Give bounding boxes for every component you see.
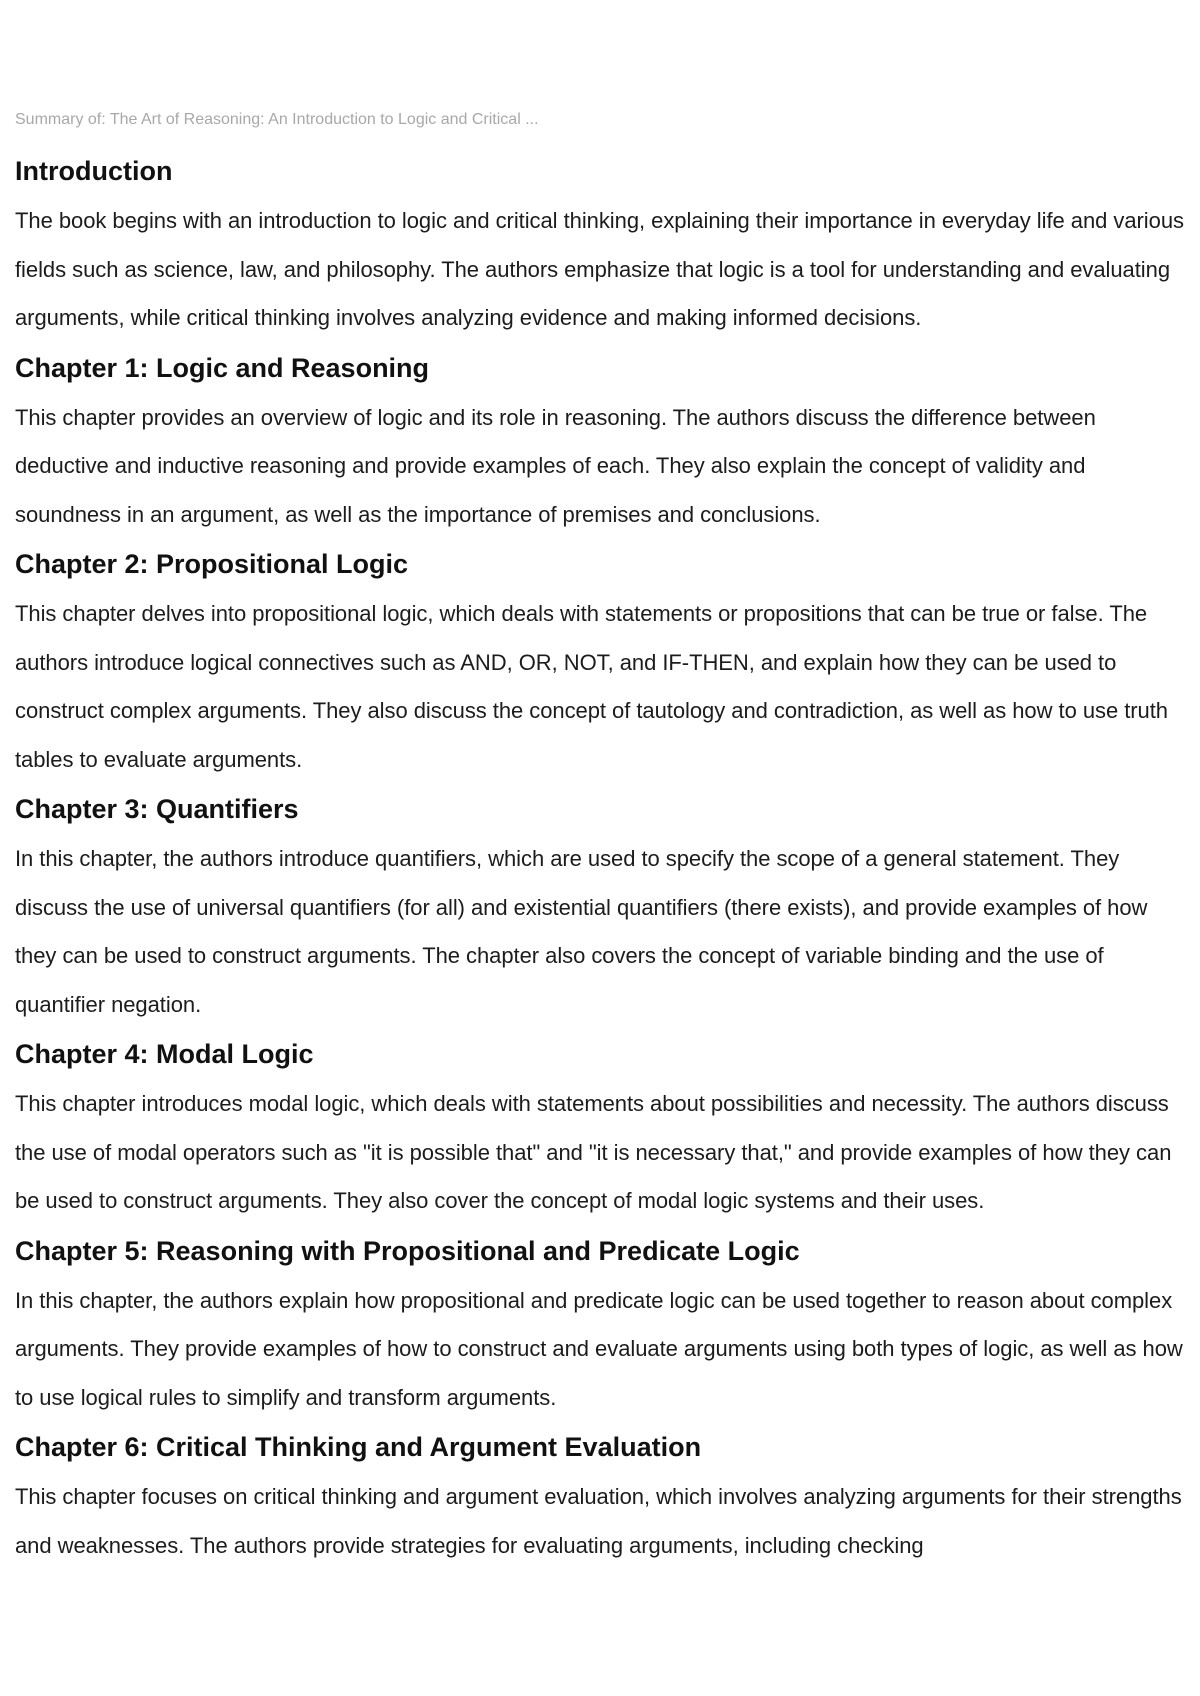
section-chapter-3 bbox=[15, 792, 1187, 1029]
section-introduction bbox=[15, 154, 1187, 343]
section-chapter-2 bbox=[15, 547, 1187, 784]
section-body: This chapter focuses on critical thinking and argument evaluation, which involves analyzing arguments for their strengths and weaknesses. The authors provide strategies for evaluating arguments, including checking bbox=[15, 1484, 1182, 1558]
section-chapter-4 bbox=[15, 1037, 1187, 1226]
document-page bbox=[15, 108, 1187, 1578]
section-body: In this chapter, the authors introduce quantifiers, which are used to specify the scope of a general statement. They discuss the use of universal quantifiers (for all) and existential quantifiers (there exists), and provide examples of how they can be used to construct arguments. The chapter also covers the concept of variable binding and the use of quantifier negation. bbox=[15, 846, 1148, 1017]
section-heading: Chapter 6: Critical Thinking and Argument Evaluation bbox=[15, 1432, 702, 1462]
section-heading: Chapter 2: Propositional Logic bbox=[15, 549, 409, 579]
section-heading: Chapter 3: Quantifiers bbox=[15, 794, 299, 824]
section-chapter-6 bbox=[15, 1430, 1187, 1570]
section-body: This chapter introduces modal logic, which deals with statements about possibilities and necessity. The authors discuss the use of modal operators such as "it is possible that" and "it is necessary that," and provide examples of how they can be used to construct arguments. They also cover the concept of modal logic systems and their uses. bbox=[15, 1091, 1172, 1213]
running-header: Summary of: The Art of Reasoning: An Introduction to Logic and Critical ... bbox=[15, 111, 539, 128]
section-body: This chapter provides an overview of logic and its role in reasoning. The authors discuss the difference between deductive and inductive reasoning and provide examples of each. They also explain the concept of validity and soundness in an argument, as well as the importance of premises and conclusions. bbox=[15, 404, 1096, 527]
section-chapter-5 bbox=[15, 1234, 1187, 1423]
section-body: This chapter delves into propositional logic, which deals with statements or propositions that can be true or false. The authors introduce logical connectives such as AND, OR, NOT, and IF-THEN, and explain how they can be used to construct complex arguments. They also discuss the concept of tautology and contradiction, as well as how to use truth tables to evaluate arguments. bbox=[15, 601, 1168, 772]
section-heading: Chapter 5: Reasoning with Propositional and Predicate Logic bbox=[15, 1235, 800, 1266]
section-body: In this chapter, the authors explain how propositional and predicate logic can be used together to reason about complex arguments. They provide examples of how to construct and evaluate arguments using both types of logic, as well as how to use logical rules to simplify and transform arguments. bbox=[15, 1287, 1183, 1410]
section-body: The book begins with an introduction to logic and critical thinking, explaining their importance in everyday life and various fields such as science, law, and philosophy. The authors emphasize that logic is a tool for understanding and evaluating arguments, while critical thinking involves analyzing evidence and making informed decisions. bbox=[15, 208, 1184, 330]
section-heading: Chapter 1: Logic and Reasoning bbox=[15, 352, 430, 383]
section-chapter-1 bbox=[15, 351, 1187, 540]
section-heading: Chapter 4: Modal Logic bbox=[15, 1039, 314, 1069]
section-heading: Introduction bbox=[15, 156, 173, 186]
